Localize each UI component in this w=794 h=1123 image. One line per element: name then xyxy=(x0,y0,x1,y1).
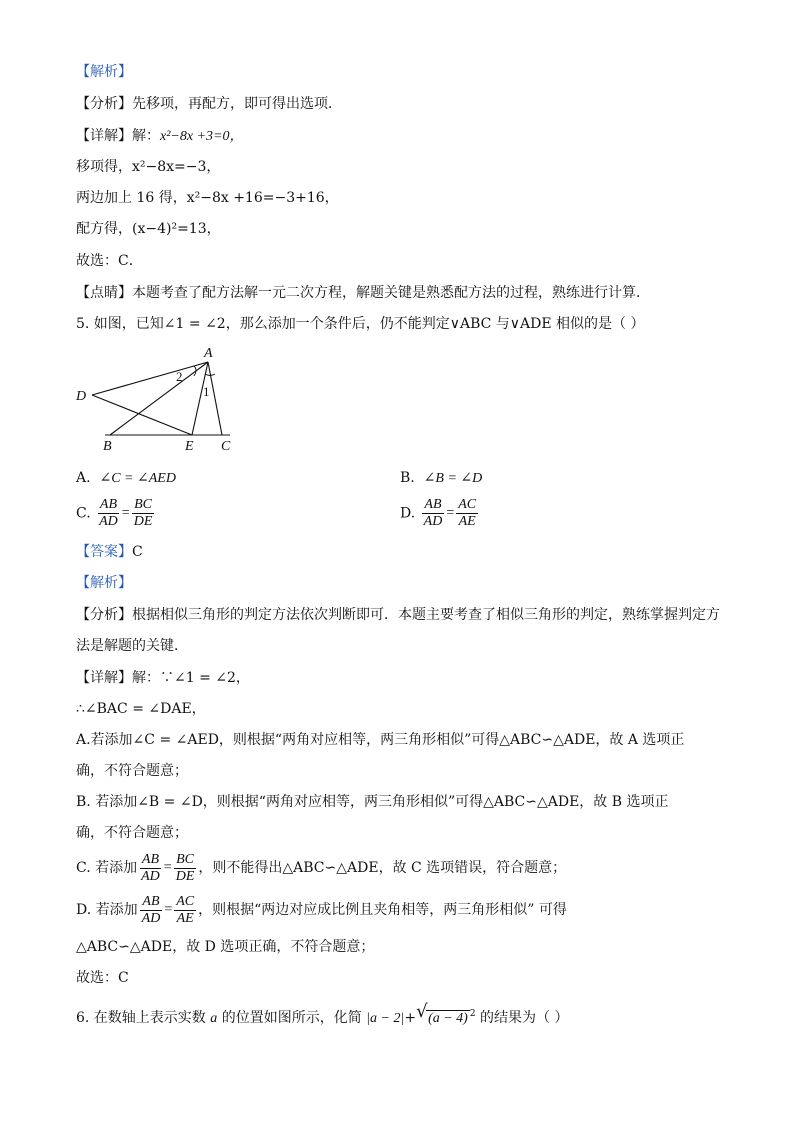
q5-c-frac-2: $\frac{BC}{DE}$ xyxy=(175,851,195,884)
q5-stem: 5. 如图，已知∠1 = ∠2，那么添加一个条件后，仍不能判定∨ABC 与∨ADE 相似的是（ ） xyxy=(76,316,645,332)
q5-d-line: D. 若添加 $\frac{AB}{AD}$ = $\frac{AC}{AE}$ ，则根据“两边对应成比例且夹角相等，两三角形相似” 可得 xyxy=(76,893,567,926)
label-E: E xyxy=(185,439,194,454)
step-line-5: 故选：C． xyxy=(76,253,143,269)
answer-value: C xyxy=(132,544,143,560)
label-C: C xyxy=(221,439,231,454)
step-line-2: 移项得，x²−8x=−3， xyxy=(76,159,221,175)
q5-b-line-2: 确，不符合题意； xyxy=(76,825,188,841)
q5-a-line-1: A.若添加∠C = ∠AED，则根据“两角对应相等，两三角形相似”可得△ABC∽△ADE，故 A 选项正 xyxy=(76,732,685,748)
analysis-line xyxy=(76,95,342,113)
label-angle-1: 1 xyxy=(203,384,210,399)
option-a: A. ∠C = ∠AED xyxy=(76,470,176,486)
fenxi-tag: 【分析】 xyxy=(76,96,132,112)
xiangjie-tag: 【详解】 xyxy=(76,128,132,144)
q5-a-line-2: 确，不符合题意； xyxy=(76,763,188,779)
q5-d-frac-1: $\frac{AB}{AD}$ xyxy=(141,893,161,926)
triangle-figure xyxy=(70,340,240,455)
q5-d-line-2: △ABC∽△ADE，故 D 选项正确，不符合题意； xyxy=(76,939,375,955)
q5-analysis-heading: 【解析】 xyxy=(76,575,132,591)
step-line-4: 配方得，(x−4)²=13， xyxy=(76,221,221,237)
xiangjie-prefix: 解： xyxy=(132,128,160,144)
label-A: A xyxy=(204,346,213,361)
answer-line xyxy=(76,543,143,561)
dianjing-tag: 【点睛】 xyxy=(76,285,132,301)
label-B: B xyxy=(103,439,112,454)
q5-c-line: C. 若添加 $\frac{AB}{AD}$ = $\frac{BC}{DE}$ ，则不能得出△ABC∽△ADE，故 C 选项错误，符合题意； xyxy=(76,851,567,884)
option-a-text: ∠C = ∠AED xyxy=(99,471,176,486)
option-d-frac-1: $\frac{AB}{AD}$ xyxy=(423,497,443,529)
dianjing-line xyxy=(76,284,650,302)
q5-c-frac-1: $\frac{AB}{AD}$ xyxy=(141,851,160,884)
q5-fenxi-line-1: 【分析】根据相似三角形的判定方法依次判断即可．本题主要考查了相似三角形的判定，熟练掌握判定方 xyxy=(76,607,720,623)
option-b: B. ∠B = ∠D xyxy=(400,470,483,486)
step-line-3: 两边加上 16 得，x²−8x +16=−3+16， xyxy=(76,190,339,206)
answer-tag: 【答案】 xyxy=(76,544,132,560)
analysis-heading: 【解析】 xyxy=(76,64,132,80)
option-c-frac-2: $\frac{BC}{DE}$ xyxy=(133,497,153,529)
label-D: D xyxy=(76,389,87,404)
option-d-frac-2: $\frac{AC}{AE}$ xyxy=(458,497,477,529)
fenxi-text: 先移项，再配方，即可得出选项． xyxy=(132,96,342,112)
q5-detail-line-1: 【详解】解：∵∠1 = ∠2， xyxy=(76,670,250,686)
option-b-text: ∠B = ∠D xyxy=(423,471,483,486)
sqrt-expression: √ (a − 4) $^2$ xyxy=(416,1001,476,1026)
option-c: C. $\frac{AB}{AD}$ = $\frac{BC}{DE}$ xyxy=(76,497,153,529)
q5-conclusion: 故选：C xyxy=(76,970,129,986)
dianjing-text: 本题考查了配方法解一元二次方程，解题关键是熟悉配方法的过程，熟练进行计算． xyxy=(132,285,650,301)
q5-b-line-1: B. 若添加∠B = ∠D，则根据“两角对应相等，两三角形相似”可得△ABC∽△ADE，故 B 选项正 xyxy=(76,794,669,810)
abs-expression: |a − 2| xyxy=(366,1011,405,1026)
detail-line xyxy=(76,127,243,146)
q5-fenxi-line-2: 法是解题的关键． xyxy=(76,638,188,654)
option-c-frac-1: $\frac{AB}{AD}$ xyxy=(99,497,118,529)
q6-stem: 6. 在数轴上表示实数 a 的位置如图所示，化简 |a − 2|+ √ (a − 4) $^2$ 的结果为（ ） xyxy=(76,1000,568,1033)
q5-detail-line-2: ∴∠BAC = ∠DAE， xyxy=(76,701,206,717)
label-angle-2: 2 xyxy=(176,369,183,384)
option-d: D. $\frac{AB}{AD}$ = $\frac{AC}{AE}$ xyxy=(400,497,477,529)
equation-1: x²−8x +3=0， xyxy=(160,129,244,144)
q5-d-frac-2: $\frac{AC}{AE}$ xyxy=(176,893,195,926)
